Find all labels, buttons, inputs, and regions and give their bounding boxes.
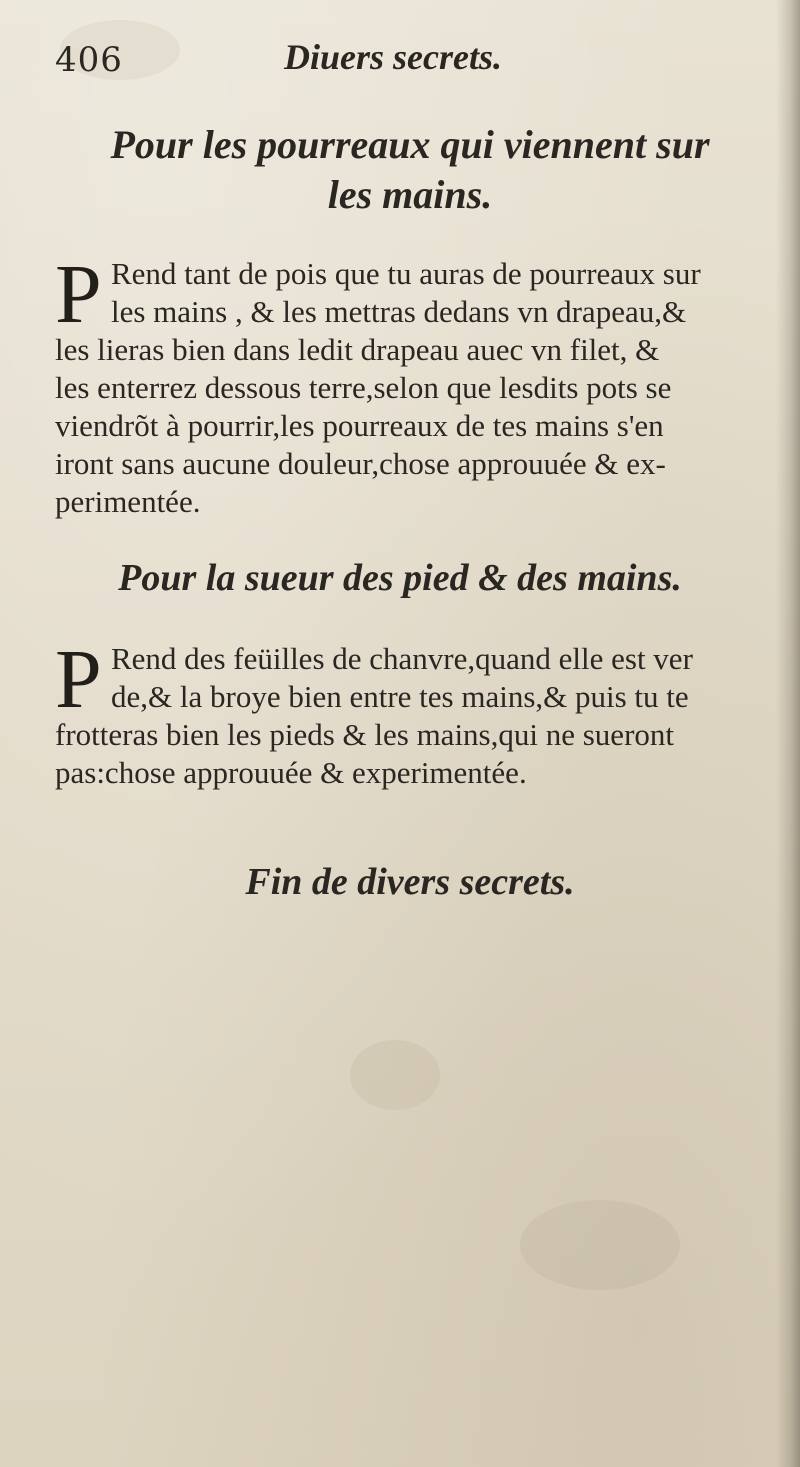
text-line: les lieras bien dans ledit drapeau auec vn filet, & <box>55 332 660 367</box>
page-edge-shadow <box>776 0 800 1467</box>
heading-line: les mains. <box>327 172 493 217</box>
heading-line: Pour les pourreaux qui viennent sur <box>110 122 710 167</box>
text-line: perimentée. <box>55 484 201 519</box>
section-paragraph <box>55 633 775 792</box>
text-line: iront sans aucune douleur,chose approuuée & ex- <box>55 446 666 481</box>
text-line: frotteras bien les pieds & les mains,qui ne sueront <box>55 717 675 752</box>
text-line: les enterrez dessous terre,selon que lesdits pots se <box>55 370 672 405</box>
drop-cap: P <box>55 248 102 341</box>
heading-line: Pour la sueur des pied & des mains. <box>118 557 682 599</box>
text-line: de,& la broye bien entre tes mains,& puis tu te <box>111 679 689 714</box>
drop-cap: P <box>55 633 102 726</box>
paper-stain <box>520 1200 680 1290</box>
text-line: les mains , & les mettras dedans vn drapeau,& <box>111 294 687 329</box>
text-line: pas:chose approuuée & experimentée. <box>55 755 527 790</box>
paper-stain <box>350 1040 440 1110</box>
section-paragraph <box>55 248 775 521</box>
section-heading <box>100 556 700 600</box>
running-head: Diuers secrets. <box>284 37 502 77</box>
page-number: 406 <box>55 40 123 80</box>
section-heading <box>100 120 720 220</box>
closing-line: Fin de divers secrets. <box>245 861 575 903</box>
text-line: Rend tant de pois que tu auras de pourreaux sur <box>111 256 701 291</box>
text-line: viendrõt à pourrir,les pourreaux de tes mains s'en <box>55 408 664 443</box>
text-line: Rend des feüilles de chanvre,quand elle est ver <box>111 641 693 676</box>
